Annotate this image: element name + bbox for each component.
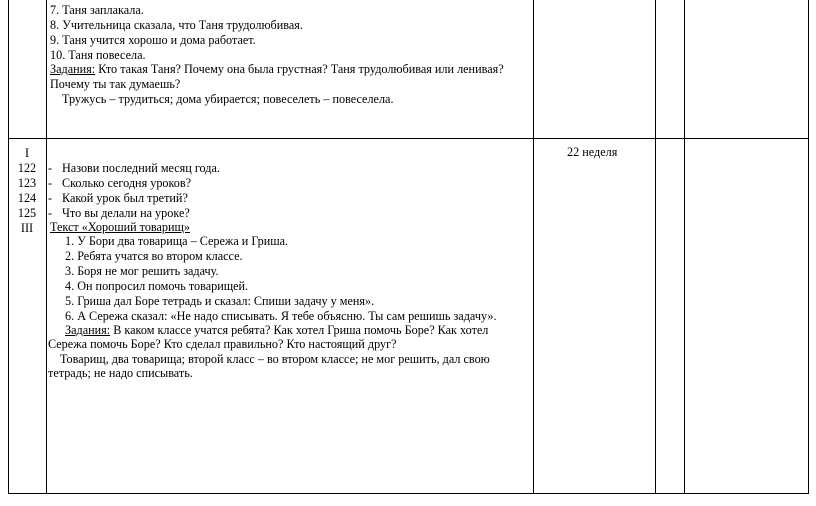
lesson-number: I xyxy=(24,146,30,160)
column-divider-3 xyxy=(655,0,656,494)
lesson-number: 125 xyxy=(17,206,37,220)
task-line xyxy=(50,62,504,77)
lesson-plan-table xyxy=(8,0,809,494)
text-line: 8. Учительница сказала, что Таня трудолюбивая. xyxy=(50,18,303,32)
task-label: Задания: xyxy=(50,62,96,76)
task-line-2: Сережа помочь Боре? Кто сделал правильно? Кто настоящий друг? xyxy=(48,337,397,351)
question-dash: - xyxy=(48,176,53,190)
task-label: Задания: xyxy=(65,323,111,337)
sentence-item: 4. Он попросил помочь товарищей. xyxy=(65,279,249,293)
sentence-item: 1. У Бори два товарища – Сережа и Гриша. xyxy=(65,234,289,248)
lesson-number: 123 xyxy=(17,176,37,190)
text-line: 7. Таня заплакала. xyxy=(50,3,144,17)
task-text: В каком классе учатся ребята? Как хотел Гриша помочь Боре? Как хотел xyxy=(110,323,489,337)
sentence-item: 5. Гриша дал Боре тетрадь и сказал: Спиши задачу у меня». xyxy=(65,294,375,308)
question-item: Какой урок был третий? xyxy=(62,191,188,205)
task-line xyxy=(65,323,488,338)
column-divider-2 xyxy=(533,0,534,494)
vocabulary-line: Тружусь – трудиться; дома убирается; повеселеть – повеселела. xyxy=(62,92,394,106)
text-line: 10. Таня повесела. xyxy=(50,48,146,62)
table-border-bottom xyxy=(8,493,809,494)
question-dash: - xyxy=(48,191,53,205)
sentence-item: 2. Ребята учатся во втором классе. xyxy=(65,249,243,263)
vocabulary-line: Товарищ, два товарища; второй класс – во втором классе; не мог решить, дал свою xyxy=(60,352,490,366)
vocabulary-line-2: тетрадь; не надо списывать. xyxy=(48,366,193,380)
lesson-number: III xyxy=(20,221,34,235)
column-divider-1 xyxy=(46,0,47,494)
lesson-number: 122 xyxy=(17,161,37,175)
task-line-2: Почему ты так думаешь? xyxy=(50,77,181,91)
sentence-item: 6. А Сережа сказал: «Не надо списывать. Я тебе объясню. Ты сам решишь задачу». xyxy=(65,309,497,323)
question-dash: - xyxy=(48,206,53,220)
table-border-left xyxy=(8,0,9,494)
task-text: Кто такая Таня? Почему она была грустная? Таня трудолюбивая или ленивая? xyxy=(95,62,504,76)
lesson-number: 124 xyxy=(17,191,37,205)
week-label: 22 неделя xyxy=(567,145,618,159)
question-dash: - xyxy=(48,161,53,175)
text-line: 9. Таня учится хорошо и дома работает. xyxy=(50,33,256,47)
question-item: Сколько сегодня уроков? xyxy=(62,176,192,190)
row-divider xyxy=(8,138,809,139)
question-item: Назови последний месяц года. xyxy=(62,161,220,175)
question-item: Что вы делали на уроке? xyxy=(62,206,190,220)
text-title: Текст «Хороший товарищ» xyxy=(50,220,191,234)
sentence-item: 3. Боря не мог решить задачу. xyxy=(65,264,219,278)
table-border-right xyxy=(808,0,809,494)
column-divider-4 xyxy=(684,0,685,494)
